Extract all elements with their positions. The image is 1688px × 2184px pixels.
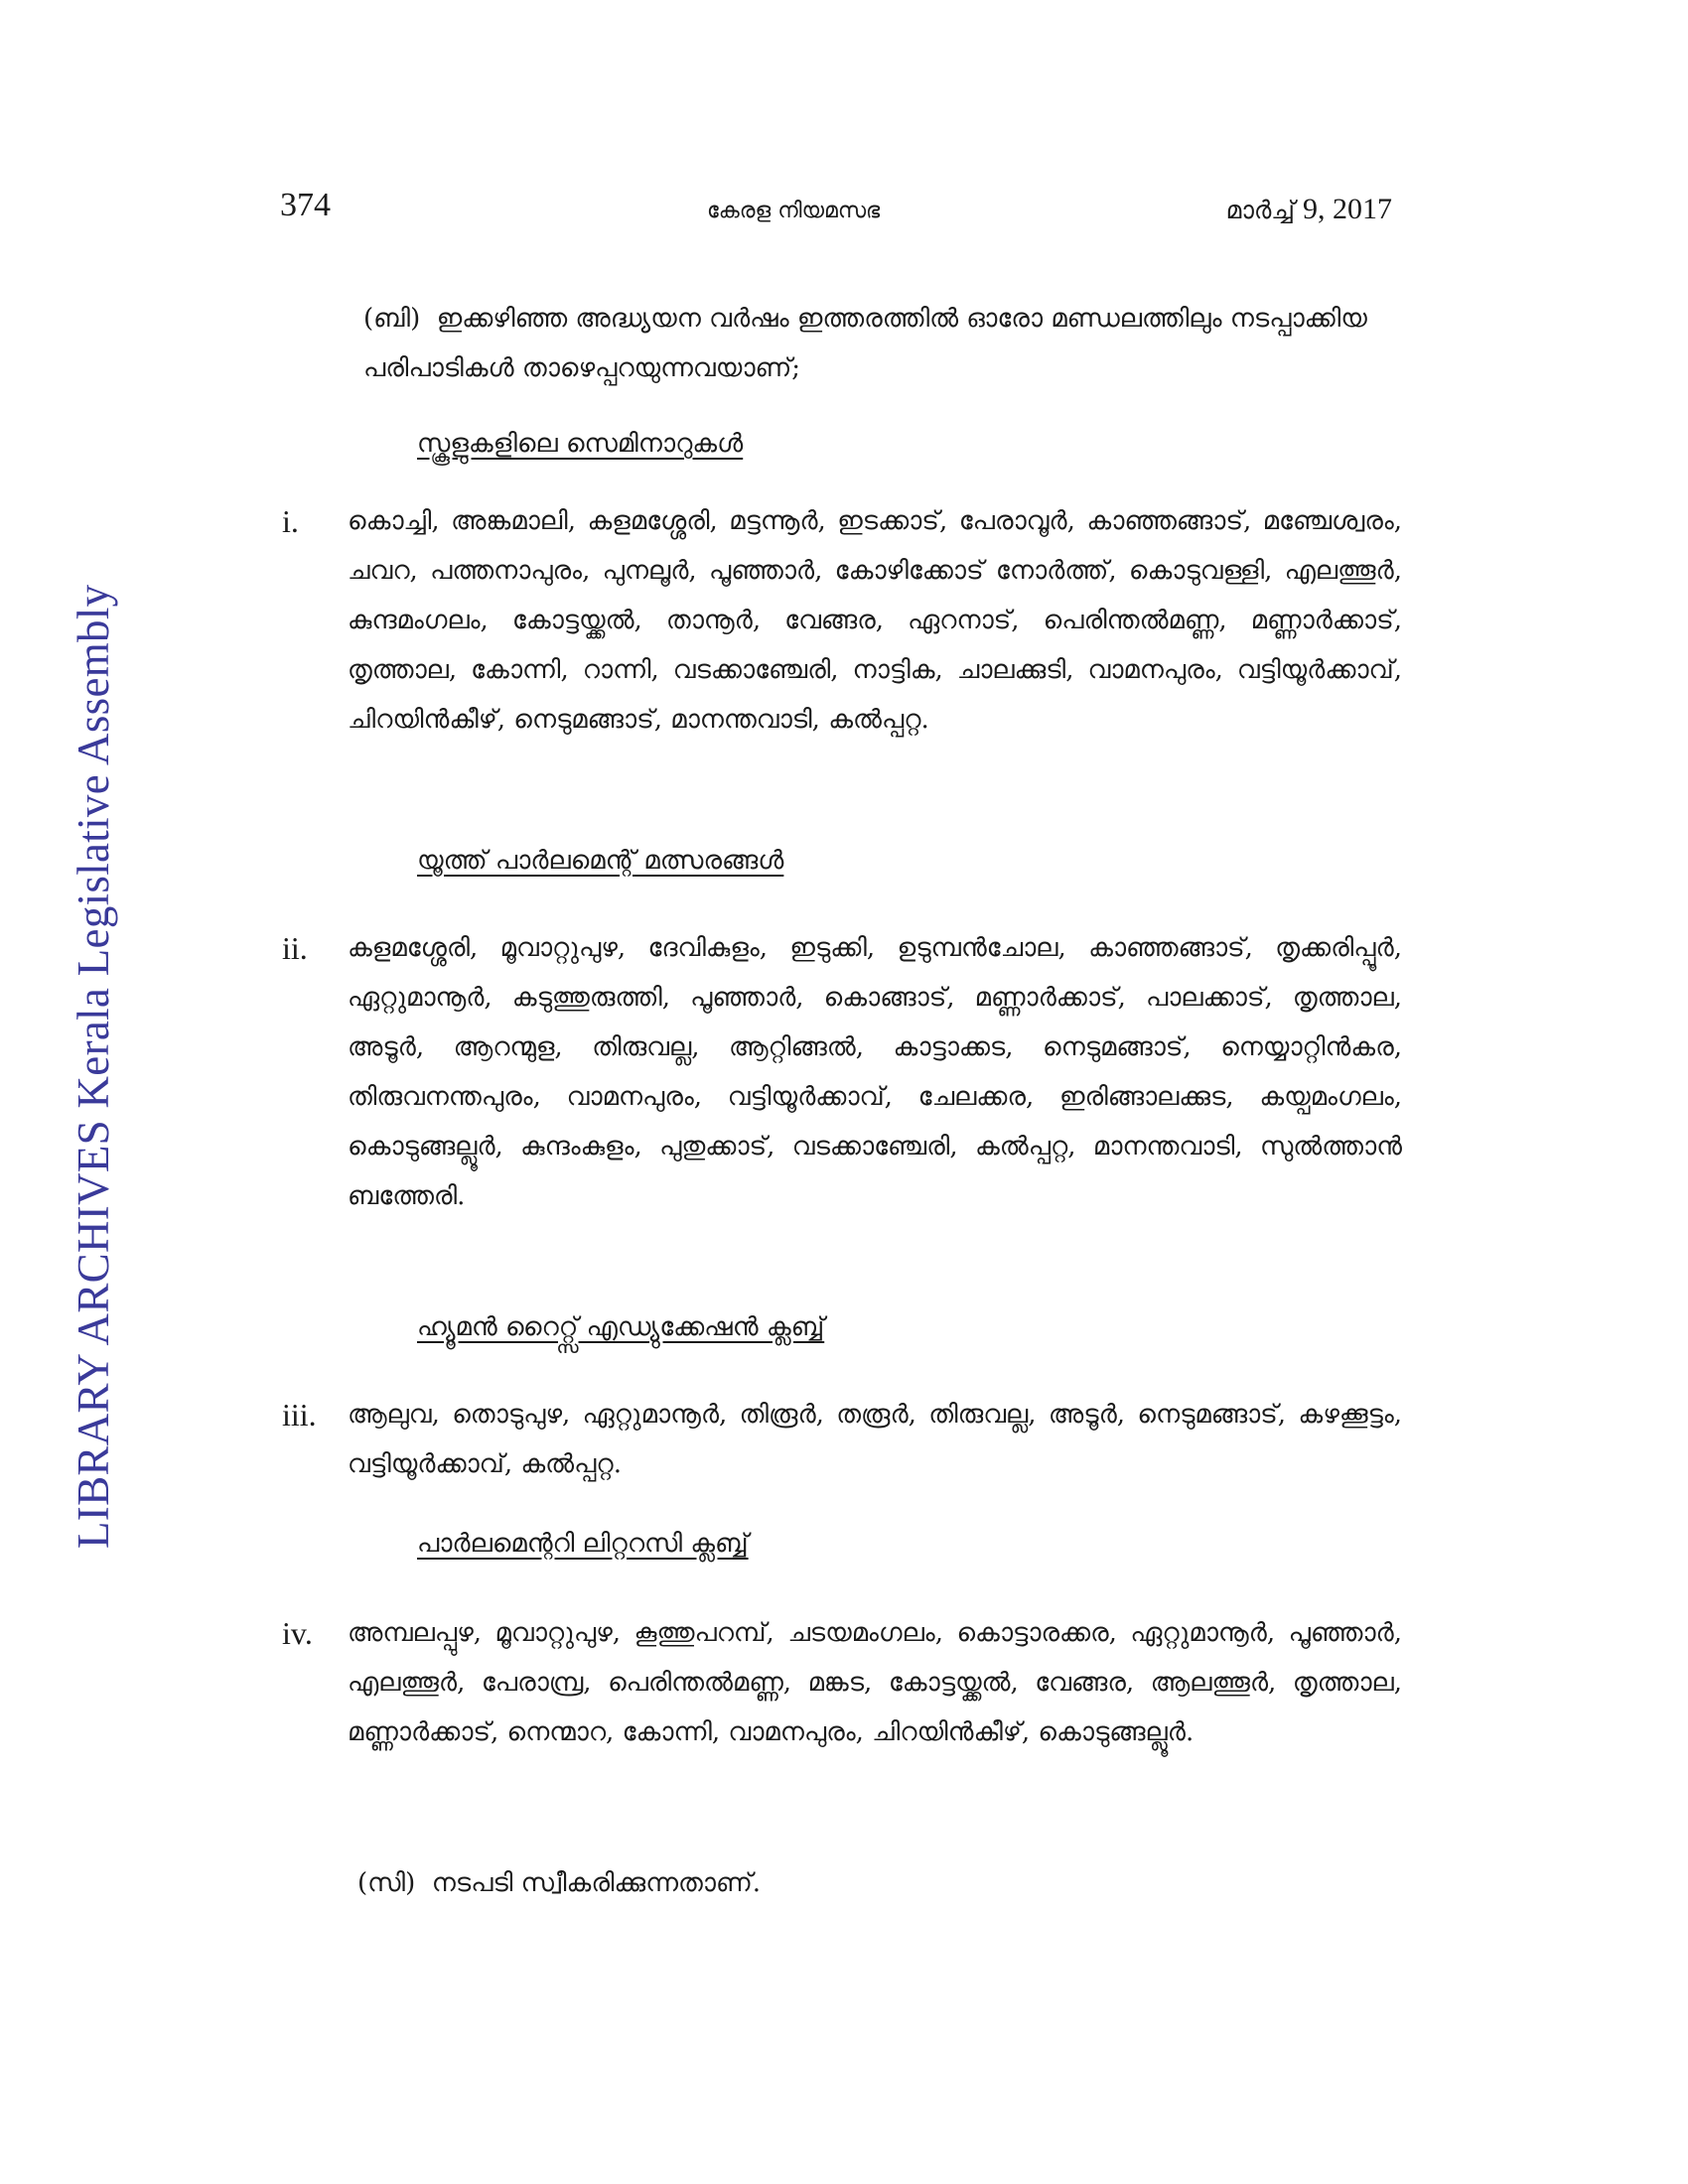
page-header (280, 187, 1392, 246)
section-list-youth-parliament (282, 923, 1402, 1221)
list-text: അമ്പലപ്പുഴ, മൂവാറ്റുപുഴ, കൂത്തുപറമ്പ്, ചടയമംഗലം, കൊട്ടാരക്കര, ഏറ്റുമാനൂർ, പൂഞ്ഞാർ, എലത്തൂർ, പേരാമ്പ്ര, പെരിന്തൽമണ്ണ, മങ്കട, കോട്ടയ്ക്കൽ, വേങ്ങര, ആലത്തൂർ, തൃത്താല, മണ്ണാർക്കാട്, നെന്മാറ, കോന്നി, വാമനപുരം, ചിറയിൻകീഴ്, കൊടുങ്ങല്ലൂർ. (348, 1618, 1402, 1747)
list-numeral: iv. (282, 1615, 313, 1651)
section-heading-youth-parliament: യൂത്ത് പാർലമെന്റ് മത്സരങ്ങൾ (417, 846, 784, 876)
intro-body: ഇക്കഴിഞ്ഞ അദ്ധ്യയന വർഷം ഇത്തരത്തിൽ ഓരോ മണ്ഡലത്തിലും നടപ്പാക്കിയ പരിപാടികൾ താഴെപ്പറയുന്നവയാണ്; (363, 304, 1367, 383)
section-heading-human-rights-club: ഹ്യൂമൻ റൈറ്റ്സ് എഡ്യുക്കേഷൻ ക്ലബ്ബ് (417, 1312, 825, 1342)
date-number: 9, 2017 (1303, 193, 1392, 225)
closing-paragraph (357, 1858, 761, 1908)
list-numeral: ii. (282, 930, 308, 966)
list-text: ആലുവ, തൊടുപുഴ, ഏറ്റുമാനൂർ, തിരൂർ, തരൂർ, തിരുവല്ല, അടൂർ, നെടുമങ്ങാട്, കഴക്കൂട്ടം, വട്ടിയൂർക്കാവ്, കൽപ്പറ്റ. (348, 1400, 1402, 1479)
list-numeral: iii. (282, 1397, 317, 1433)
list-text: കൊച്ചി, അങ്കമാലി, കളമശ്ശേരി, മട്ടന്നൂർ, ഇടക്കാട്, പേരാവൂർ, കാഞ്ഞങ്ങാട്, മഞ്ചേശ്വരം, ചവറ, പത്തനാപുരം, പുനലൂർ, പൂഞ്ഞാർ, കോഴിക്കോട് നോർത്ത്, കൊടുവള്ളി, എലത്തൂർ, കുന്ദമംഗലം, കോട്ടയ്ക്കൽ, താനൂർ, വേങ്ങര, ഏറനാട്, പെരിന്തൽമണ്ണ, മണ്ണാർക്കാട്, തൃത്താല, കോന്നി, റാന്നി, വടക്കാഞ്ചേരി, നാട്ടിക, ചാലക്കുടി, വാമനപുരം, വട്ടിയൂർക്കാവ്, ചിറയിൻകീഴ്, നെടുമങ്ങാട്, മാനന്തവാടി, കൽപ്പറ്റ. (348, 506, 1402, 735)
intro-paragraph (280, 294, 1402, 393)
list-numeral: i. (282, 503, 299, 539)
page-number: 374 (280, 187, 331, 223)
intro-label: (ബി) (363, 304, 421, 334)
section-list-seminars (282, 496, 1402, 745)
page-date (1226, 193, 1392, 226)
section-list-parliamentary-literacy-club (282, 1608, 1402, 1757)
section-heading-seminars: സ്കൂളുകളിലെ സെമിനാറുകൾ (417, 429, 744, 459)
intro-text (280, 294, 1402, 393)
list-text: കളമശ്ശേരി, മൂവാറ്റുപുഴ, ദേവികുളം, ഇടുക്കി, ഉടുമ്പൻചോല, കാഞ്ഞങ്ങാട്, തൃക്കരിപ്പൂർ, ഏറ്റുമാനൂർ, കടുത്തുരുത്തി, പൂഞ്ഞാർ, കൊങ്ങാട്, മണ്ണാർക്കാട്, പാലക്കാട്, തൃത്താല, അടൂർ, ആറന്മുള, തിരുവല്ല, ആറ്റിങ്ങൽ, കാട്ടാക്കട, നെടുമങ്ങാട്, നെയ്യാറ്റിൻകര, തിരുവനന്തപുരം, വാമനപുരം, വട്ടിയൂർക്കാവ്, ചേലക്കര, ഇരിങ്ങാലക്കുട, കയ്പമംഗലം, കൊടുങ്ങല്ലൂർ, കുന്ദംകുളം, പുതുക്കാട്, വടക്കാഞ്ചേരി, കൽപ്പറ്റ, മാനന്തവാടി, സുൽത്താൻ ബത്തേരി. (348, 933, 1402, 1211)
section-heading-parliamentary-literacy-club: പാർലമെന്ററി ലിറ്ററസി ക്ലബ്ബ് (417, 1529, 749, 1559)
running-title: കേരള നിയമസഭ (707, 199, 881, 223)
date-month: മാർച്ച് (1225, 196, 1296, 224)
closing-label: (സി) (357, 1868, 416, 1898)
library-archives-watermark: LIBRARY ARCHIVES Kerala Legislative Assembly (69, 584, 118, 1549)
closing-text: നടപടി സ്വീകരിക്കുന്നതാണ്. (431, 1868, 762, 1898)
section-list-human-rights-club (282, 1390, 1402, 1489)
